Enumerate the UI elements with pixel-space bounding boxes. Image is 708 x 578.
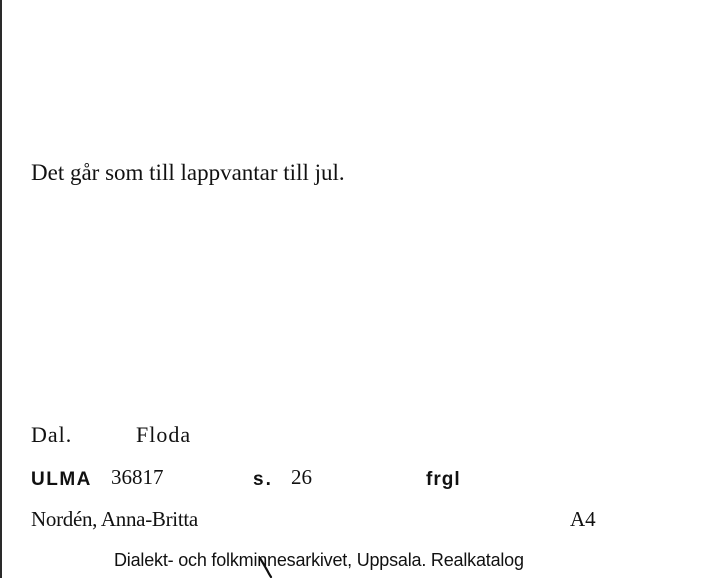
page-label: s. [253, 469, 273, 490]
format-code: A4 [570, 507, 596, 531]
collector-name: Nordén, Anna-Britta [31, 507, 198, 531]
record-number: 36817 [111, 465, 164, 489]
province-label: Dal. [31, 422, 73, 447]
proverb-text: Det går som till lappvantar till jul. [31, 160, 345, 185]
archive-code: ULMA [31, 469, 92, 490]
page-number: 26 [291, 465, 312, 489]
category-code: frgl [426, 469, 461, 490]
archive-footer: Dialekt- och folkminnesarkivet, Uppsala. Realkatalog [114, 550, 524, 570]
pen-stroke-mark [258, 556, 274, 578]
card-left-edge [0, 0, 2, 578]
parish-label: Floda [136, 422, 192, 447]
